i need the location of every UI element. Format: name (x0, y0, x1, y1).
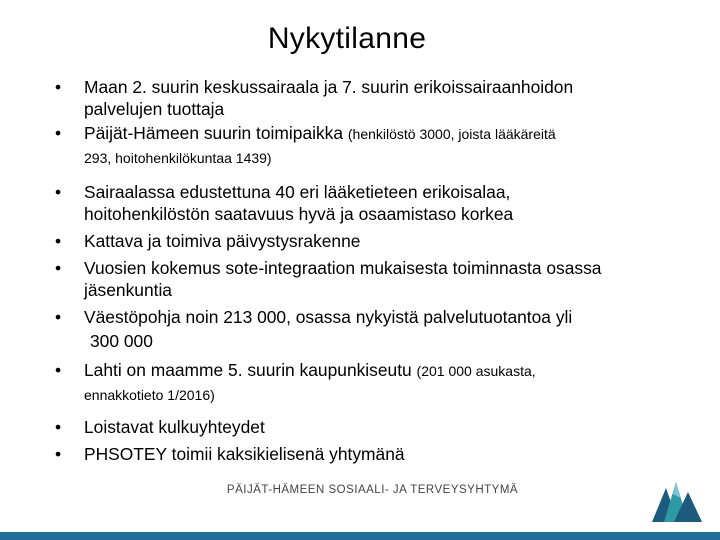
list-item (55, 76, 695, 120)
list-item (55, 306, 695, 354)
list-item (55, 181, 695, 225)
list-item (55, 122, 695, 171)
bullet-text: hoitohenkilöstön saatavuus hyvä ja osaamistaso korkea (84, 204, 514, 224)
footer-organization: PÄIJÄT-HÄMEEN SOSIAALI- JA TERVEYSYHTYMÄ (226, 484, 519, 496)
bullet-text: Sairaalassa edustettuna 40 eri lääketieteen erikoisalaa, (84, 182, 511, 202)
bullet-text: jäsenkuntia (84, 280, 172, 300)
bullet-dot: • (55, 231, 62, 251)
bullet-subtext: 293, hoitohenkilökuntaa 1439) (84, 150, 272, 166)
bullet-list (55, 76, 695, 465)
bullet-text: Maan 2. suurin keskussairaala ja 7. suurin erikoissairaanhoidon (84, 77, 574, 97)
bullet-subtext: (henkilöstö 3000, joista lääkäreitä (347, 126, 556, 142)
list-item (55, 257, 695, 301)
mountain-logo-icon (652, 480, 704, 522)
bullet-subtext: (201 000 asukasta, (416, 363, 536, 379)
bullet-text: Lahti on maamme 5. suurin kaupunkiseutu (84, 360, 417, 380)
list-item (55, 359, 695, 408)
bullet-subtext: ennakkotieto 1/2016) (84, 387, 215, 403)
bullet-text: palvelujen tuottaja (84, 99, 225, 119)
bullet-text: Kattava ja toimiva päivystysrakenne (84, 231, 361, 251)
bullet-dot: • (55, 444, 62, 464)
bottom-accent-bar (0, 532, 720, 540)
bullet-dot: • (55, 307, 62, 327)
bullet-dot: • (55, 123, 62, 143)
bullet-text: Väestöpohja noin 213 000, osassa nykyistä palvelutuotantoa yli (84, 307, 573, 327)
bullet-text: PHSOTEY toimii kaksikielisenä yhtymänä (84, 444, 405, 464)
bullet-dot: • (55, 258, 62, 278)
list-item (55, 443, 695, 465)
bullet-text: Vuosien kokemus sote-integraation mukaisesta toiminnasta osassa (84, 258, 602, 278)
bullet-text: Loistavat kulkuyhteydet (84, 417, 265, 437)
list-item (55, 230, 695, 252)
bullet-dot: • (55, 417, 62, 437)
bullet-text: 300 000 (90, 331, 153, 351)
bullet-dot: • (55, 360, 62, 380)
bullet-dot: • (55, 77, 62, 97)
bullet-dot: • (55, 182, 62, 202)
bullet-text: Päijät-Hämeen suurin toimipaikka (84, 123, 348, 143)
list-item (55, 416, 695, 438)
slide-title: Nykytilanne (267, 22, 427, 55)
